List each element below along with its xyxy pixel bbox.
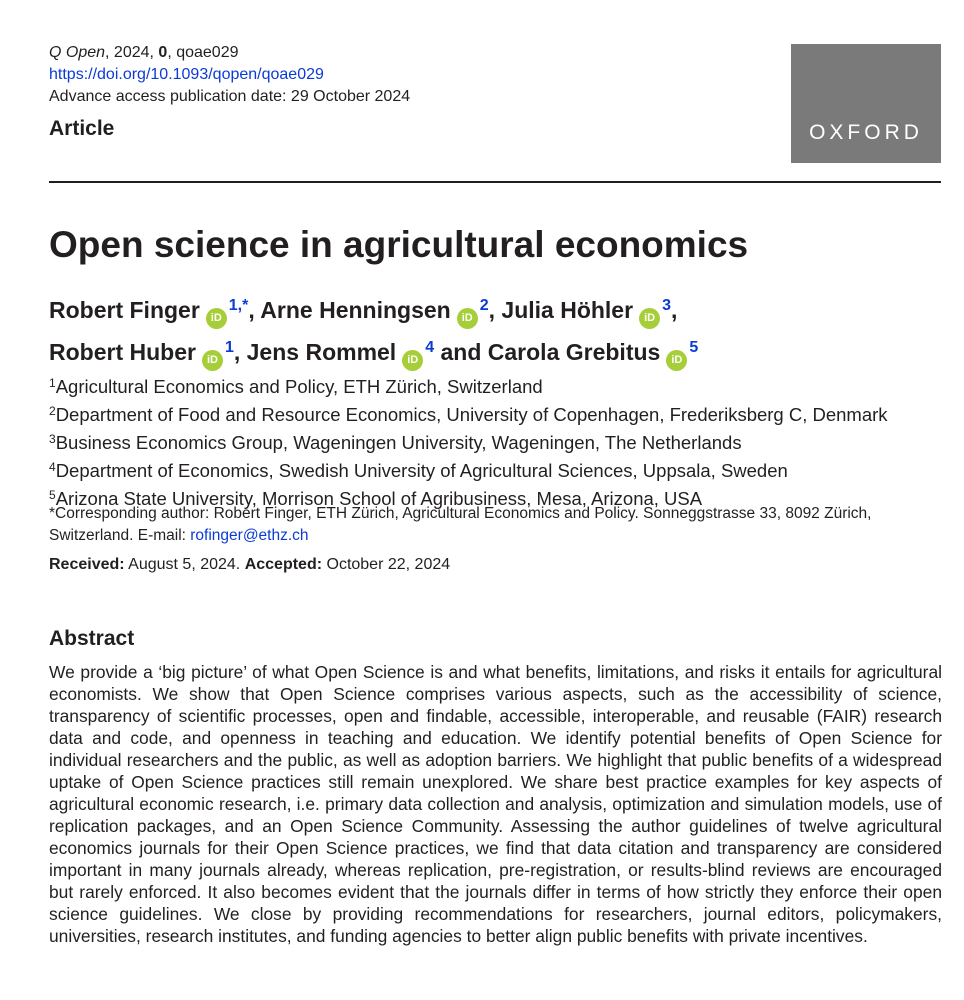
orcid-icon[interactable]: iD xyxy=(457,308,478,329)
author-separator: , xyxy=(670,297,678,323)
journal-name: Q Open xyxy=(49,44,106,61)
author-name: Robert Finger xyxy=(49,297,200,323)
email-link[interactable]: rofinger@ethz.ch xyxy=(190,527,309,544)
affiliation-item xyxy=(49,427,888,455)
affiliation-number: 5 xyxy=(49,488,56,502)
author-affiliation-ref[interactable]: 4 xyxy=(425,339,435,356)
orcid-icon[interactable]: iD xyxy=(666,350,687,371)
article-type: Article xyxy=(49,117,115,140)
author-separator: , xyxy=(233,339,247,365)
corresponding-author-note xyxy=(49,503,949,547)
received-label: Received: xyxy=(49,556,125,573)
abstract-text: We provide a ‘big picture’ of what Open Science is and what benefits, limitations, and risks it entails for agricultural economists. We show that Open Science comprises various aspects, such as the accessibility of science, transparency of scientific processes, open and findable, accessible, interoperable, and reusable (FAIR) research data and code, and openness in teaching and education. We identify potential benefits of Open Science for individual researchers and the public, as well as adoption barriers. We highlight that public benefits of a widespread uptake of Open Science practices still remain unexplored. We share best practice examples for key aspects of agricultural economic research, i.e. primary data collection and analysis, optimization and simulation models, use of replication packages, and an Open Science Community. Assessing the author guidelines of twelve agricultural economics journals for their Open Science practices, we find that data citation and transparency are considered important in many journals already, whereas replication, pre-registration, or results-blind reviews are encouraged but rarely enforced. It also becomes evident that the journals differ in terms of how strictly they enforce their open science guidelines. We close by providing recommendations for researchers, journal editors, policymakers, universities, research institutes, and funding agencies to better align public benefits with private incentives. xyxy=(49,662,942,946)
affiliation-item xyxy=(49,399,888,427)
author-name: Carola Grebitus xyxy=(487,339,661,365)
article-title: Open science in agricultural economics xyxy=(49,224,749,265)
header-divider xyxy=(49,181,941,183)
author-affiliation-ref[interactable]: 3 xyxy=(662,297,671,314)
author-affiliation-ref[interactable]: 2 xyxy=(479,297,489,314)
affiliation-text: Arizona State University, Morrison School of Agribusiness, Mesa, Arizona, USA xyxy=(55,488,703,509)
oxford-logo-text: OXFORD xyxy=(809,121,923,144)
doi-link[interactable]: https://doi.org/10.1093/qopen/qoae029 xyxy=(49,66,324,83)
advance-access-date: Advance access publication date: 29 October 2024 xyxy=(49,88,411,105)
orcid-icon[interactable]: iD xyxy=(202,350,223,371)
affiliation-number: 2 xyxy=(49,404,56,418)
affiliation-item xyxy=(49,455,888,483)
citation-line xyxy=(49,42,410,64)
author-separator: , xyxy=(488,297,502,323)
author-affiliation-ref[interactable]: 1 xyxy=(224,339,234,356)
affiliation-text: Department of Food and Resource Economics, University of Copenhagen, Frederiksberg C, Denmark xyxy=(55,404,888,425)
abstract-heading: Abstract xyxy=(49,627,135,650)
affiliation-item xyxy=(49,371,888,399)
affiliation-text: Department of Economics, Swedish University of Agricultural Sciences, Uppsala, Sweden xyxy=(55,460,788,481)
accepted-label: Accepted: xyxy=(244,556,323,573)
author-separator: , xyxy=(248,297,261,323)
author-affiliation-ref[interactable]: 1,* xyxy=(228,297,249,314)
accepted-date: October 22, 2024 xyxy=(322,556,451,573)
affiliation-number: 1 xyxy=(49,376,56,390)
received-date: August 5, 2024. xyxy=(124,556,245,573)
author-list xyxy=(49,287,949,371)
author-name: Arne Henningsen xyxy=(260,297,451,323)
affiliation-number: 4 xyxy=(49,460,56,474)
author-affiliation-ref[interactable]: 5 xyxy=(689,339,699,356)
affiliation-number: 3 xyxy=(49,432,56,446)
corresponding-author-text: *Corresponding author: Robert Finger, ETH Zürich, Agricultural Economics and Policy. Sonneggstrasse 33, 8092 Zürich, Switzerland. E-mail: xyxy=(49,505,872,544)
affiliation-text: Agricultural Economics and Policy, ETH Zürich, Switzerland xyxy=(55,376,543,397)
citation-volume: 0 xyxy=(158,44,168,61)
orcid-icon[interactable]: iD xyxy=(206,308,227,329)
author-name: Robert Huber xyxy=(49,339,196,365)
orcid-icon[interactable]: iD xyxy=(402,350,423,371)
oxford-logo xyxy=(791,44,941,163)
citation-article-id: , qoae029 xyxy=(167,44,239,61)
submission-dates xyxy=(49,554,450,576)
citation-year: , 2024, xyxy=(105,44,159,61)
affiliation-text: Business Economics Group, Wageningen University, Wageningen, The Netherlands xyxy=(55,432,742,453)
orcid-icon[interactable]: iD xyxy=(639,308,660,329)
affiliation-list xyxy=(49,371,888,511)
article-metadata xyxy=(49,42,410,108)
author-name: Jens Rommel xyxy=(246,339,397,365)
author-separator: and xyxy=(434,339,488,365)
author-name: Julia Höhler xyxy=(501,297,634,323)
